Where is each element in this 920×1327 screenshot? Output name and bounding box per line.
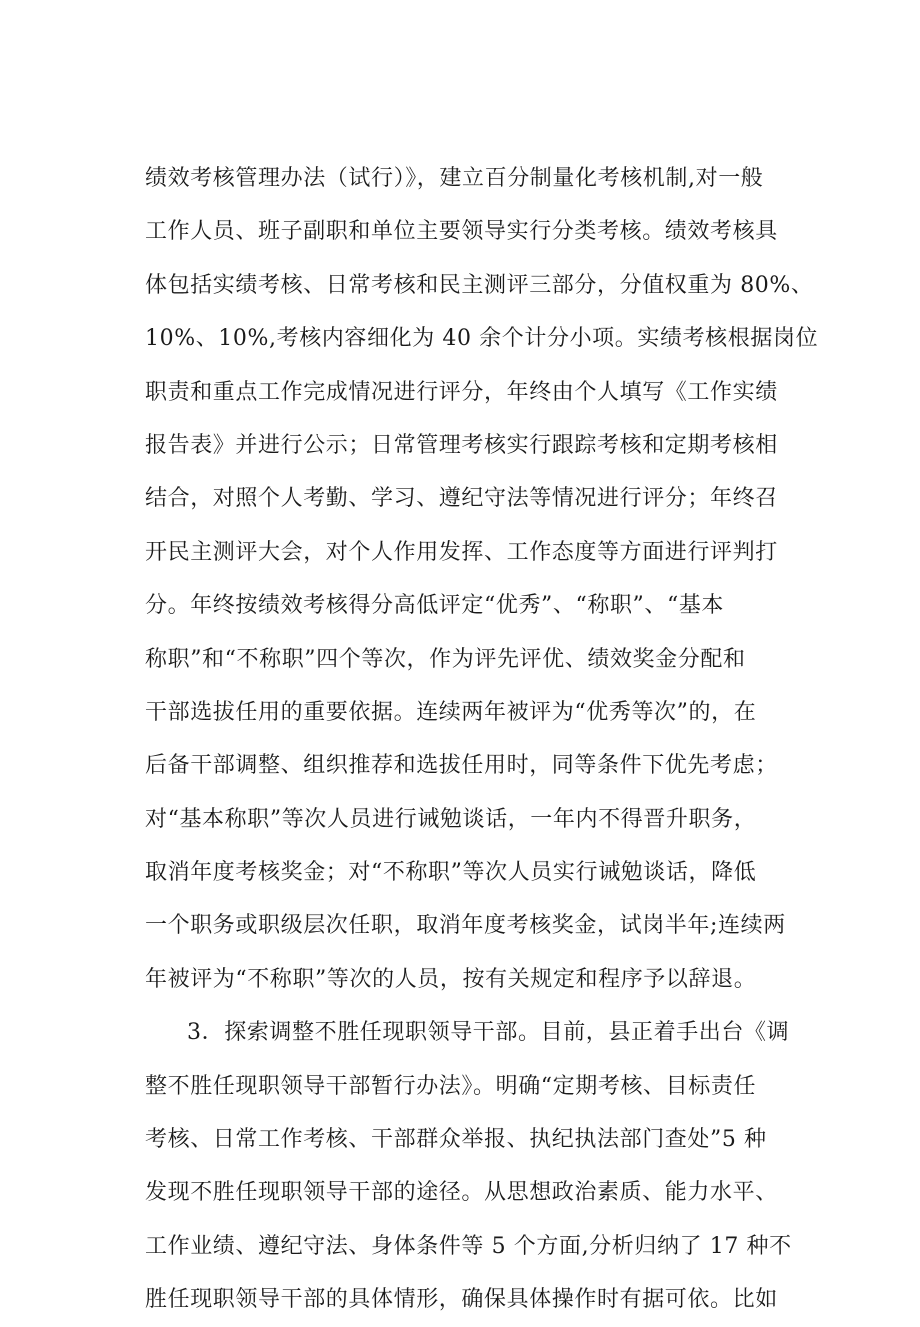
- text-line-13: 对“基本称职”等次人员进行诫勉谈话，一年内不得晋升职务，: [145, 806, 757, 832]
- text-line-12: 后备干部调整、组织推荐和选拔任用时，同等条件下优先考虑；: [145, 753, 778, 779]
- text-line-14: 取消年度考核奖金；对“不称职”等次人员实行诫勉谈话，降低: [145, 860, 757, 886]
- text-line-8: 开民主测评大会，对个人作用发挥、工作态度等方面进行评判打: [145, 539, 778, 565]
- text-line-1: 绩效考核管理办法（试行）》，建立百分制量化考核机制,对一般: [145, 166, 764, 191]
- text-line-2: 工作人员、班子副职和单位主要领导实行分类考核。绩效考核具: [145, 219, 778, 245]
- text-line-5: 职责和重点工作完成情况进行评分，年终由个人填写《工作实绩: [145, 379, 778, 405]
- text-line-10: 称职”和“不称职”四个等次，作为评先评优、绩效奖金分配和: [145, 646, 746, 672]
- text-line-7: 结合，对照个人考勤、学习、遵纪守法等情况进行评分；年终召: [145, 486, 778, 512]
- text-line-11: 干部选拔任用的重要依据。连续两年被评为“优秀等次”的，在: [145, 699, 757, 725]
- text-line-16: 年被评为“不称职”等次的人员，按有关规定和程序予以辞退。: [145, 966, 757, 992]
- paragraph-start-line: 3．探索调整不胜任现职领导干部。目前，县正着手出台《调: [187, 1020, 790, 1046]
- text-line-22: 胜任现职领导干部的具体情形，确保具体操作时有据可依。比如: [145, 1287, 778, 1313]
- text-line-19: 考核、日常工作考核、干部群众举报、执纪执法部门查处”5 种: [145, 1127, 767, 1153]
- body-text: [145, 152, 819, 1327]
- text-line-9: 分。年终按绩效考核得分高低评定“优秀”、“称职”、“基本: [145, 593, 725, 619]
- text-line-20: 发现不胜任现职领导干部的途径。从思想政治素质、能力水平、: [145, 1180, 778, 1206]
- text-line-4: 10%、10%,考核内容细化为 40 余个计分小项。实绩考核根据岗位: [145, 326, 819, 352]
- text-line-18: 整不胜任现职领导干部暂行办法》。明确“定期考核、目标责任: [145, 1073, 757, 1099]
- text-line-21: 工作业绩、遵纪守法、身体条件等 5 个方面,分析归纳了 17 种不: [145, 1233, 792, 1259]
- text-line-15: 一个职务或职级层次任职，取消年度考核奖金，试岗半年;连续两: [145, 913, 786, 939]
- text-line-3: 体包括实绩考核、日常考核和民主测评三部分，分值权重为 80%、: [145, 272, 814, 298]
- text-line-6: 报告表》并进行公示；日常管理考核实行跟踪考核和定期考核相: [145, 432, 778, 458]
